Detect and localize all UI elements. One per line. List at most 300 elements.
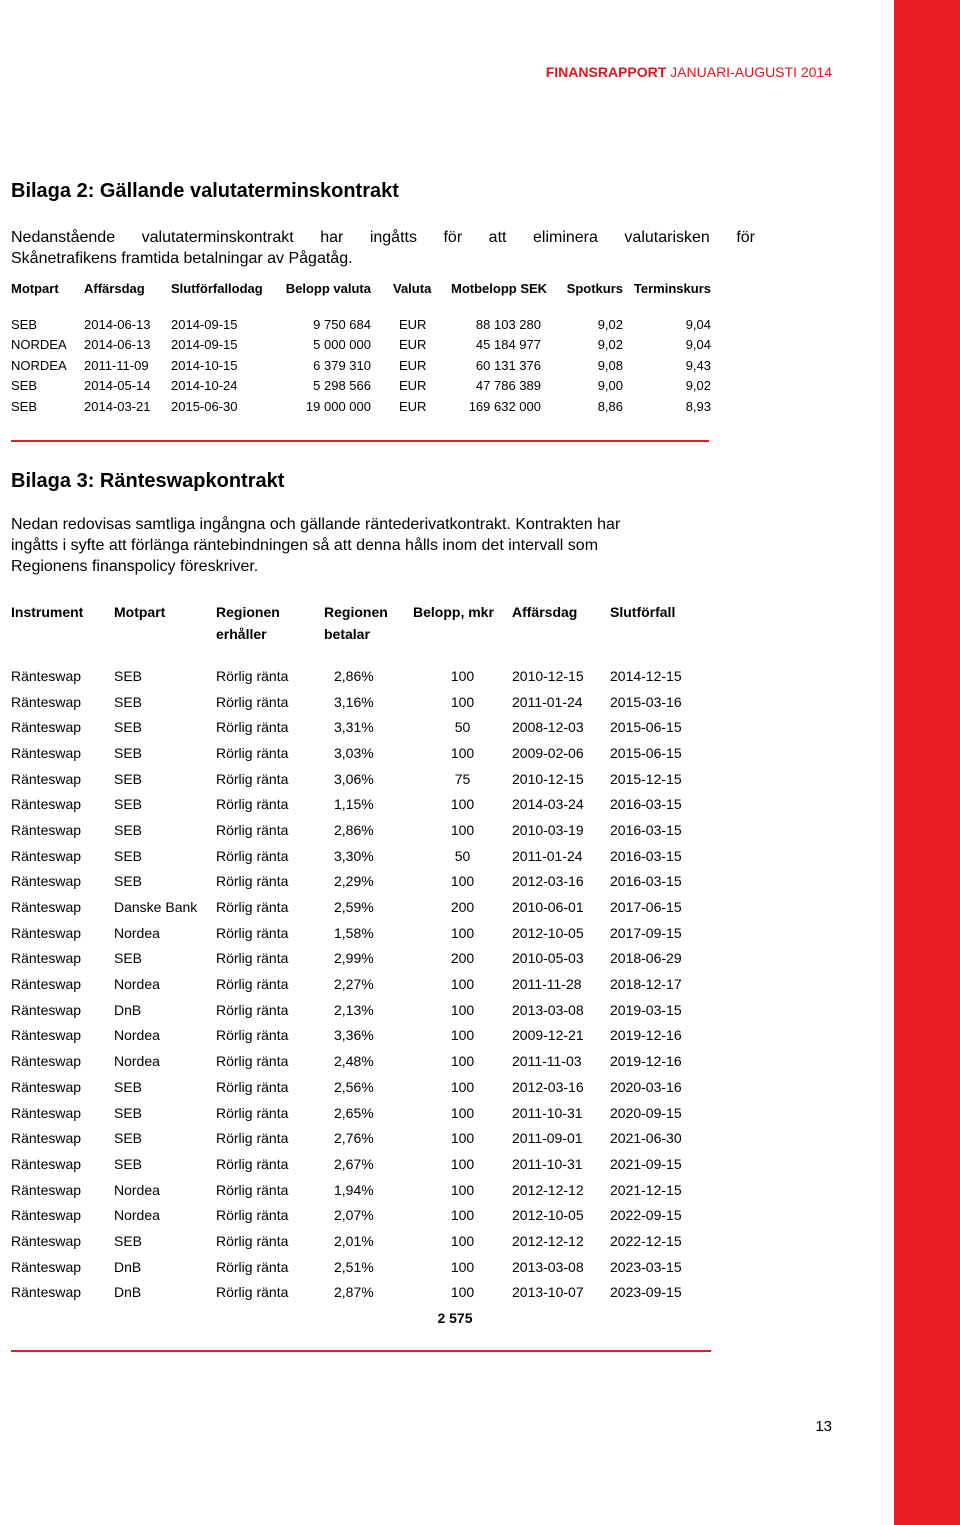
column-header-line: betalar [324,626,370,642]
table-cell: DnB [114,1001,142,1018]
table-cell: Ränteswap [11,1207,82,1224]
table-cell: Nordea [114,1053,160,1070]
table-cell: 100 [450,976,475,993]
table-cell: 6 379 310 [313,357,371,373]
table-cell: Rörlig ränta [216,1130,289,1147]
table-cell: 2017-06-15 [610,899,682,916]
column-header [11,601,114,647]
table-cell: 2,27% [334,976,374,993]
table-row [11,971,701,997]
table-row [11,1125,701,1151]
table-row [11,843,701,869]
table-cell: 2011-11-09 [84,357,149,373]
table-cell: 2008-12-03 [512,719,584,736]
intro-word: ingåtts [369,229,417,246]
table-cell: Rörlig ränta [216,796,289,813]
table-cell: EUR [399,316,427,332]
page-number: 13 [815,1418,832,1435]
table-cell: 2019-03-15 [610,1001,682,1018]
forward-contracts-table [11,278,711,417]
bilaga3-intro [11,514,620,577]
report-header [0,64,832,80]
table-cell: Rörlig ränta [216,924,289,941]
table-cell: 2012-12-12 [512,1181,584,1198]
column-header-line: Motpart [114,604,166,620]
table-cell: 100 [450,1130,475,1147]
column-header-line: Affärsdag [512,604,578,620]
table-cell: Danske Bank [114,899,198,916]
table-cell: Ränteswap [11,1078,82,1095]
table-cell: 100 [450,873,475,890]
table-cell: SEB [114,847,143,864]
table-cell: 2,07% [334,1207,374,1224]
intro-word: att [488,229,507,246]
table-cell: Ränteswap [11,693,82,710]
table-cell: Rörlig ränta [216,1155,289,1172]
table-cell: 2012-10-05 [512,1207,584,1224]
table-row [11,1254,701,1280]
table-cell: 2,67% [334,1155,374,1172]
column-header [216,601,324,647]
table-cell: 75 [454,770,471,787]
table-cell: 2014-06-13 [84,316,151,332]
table-cell: Ränteswap [11,1104,82,1121]
table-cell: 2021-12-15 [610,1181,682,1198]
section-divider [11,440,709,442]
table-cell: 2009-02-06 [512,744,584,761]
table-cell: 100 [450,1078,475,1095]
bilaga2-intro-line2: Skånetrafikens framtida betalningar av Pågatåg. [11,250,353,267]
table-cell: Rörlig ränta [216,1284,289,1301]
table-cell: 3,36% [334,1027,374,1044]
intro-word: för [736,229,755,246]
table-cell: Ränteswap [11,873,82,890]
table-cell: 3,16% [334,693,374,710]
table-cell: Nordea [114,1207,160,1224]
column-header: Valuta [393,280,432,296]
table-cell: 100 [450,1155,475,1172]
bilaga2-intro-line1 [11,227,755,248]
table-row [11,689,701,715]
table-cell: Ränteswap [11,1258,82,1275]
table-cell: Ränteswap [11,719,82,736]
table-cell: 2020-09-15 [610,1104,682,1121]
table-row [11,791,701,817]
forward-contracts-header-row [11,278,711,298]
table-cell: SEB [114,693,143,710]
table-cell: 2023-09-15 [610,1284,682,1301]
table-cell: SEB [114,873,143,890]
table-cell: EUR [399,337,427,353]
table-cell: 1,58% [334,924,374,941]
column-header: Slutförfallodag [171,280,263,296]
table-cell: 169 632 000 [468,398,541,414]
table-cell: SEB [114,1155,143,1172]
table-cell: 9,02 [685,378,711,394]
table-cell: Ränteswap [11,847,82,864]
table-cell: Rörlig ränta [216,1027,289,1044]
table-row [11,894,701,920]
table-cell: Ränteswap [11,1181,82,1198]
table-cell: 100 [450,1207,475,1224]
table-cell: 2011-01-24 [512,693,583,710]
table-cell: 2010-03-19 [512,821,584,838]
table-cell: 2,56% [334,1078,374,1095]
table-cell: 9,02 [597,316,623,332]
table-cell: 2016-03-15 [610,821,682,838]
report-name: FINANSRAPPORT [545,64,667,80]
table-cell: Ränteswap [11,899,82,916]
table-cell: 2017-09-15 [610,924,682,941]
table-cell: SEB [114,950,143,967]
table-cell: 2019-12-16 [610,1053,682,1070]
table-cell: 2014-03-21 [84,398,151,414]
column-header: Motpart [11,280,59,296]
table-cell: 2011-11-28 [512,976,582,993]
table-cell: 2012-03-16 [512,1078,584,1095]
table-cell: 9,04 [685,316,711,332]
table-cell: DnB [114,1284,142,1301]
table-cell: Ränteswap [11,1027,82,1044]
table-cell: 100 [450,693,475,710]
table-cell: Rörlig ränta [216,873,289,890]
table-row [11,663,701,689]
table-cell: Rörlig ränta [216,976,289,993]
table-cell: 2016-03-15 [610,873,682,890]
table-cell: 2010-06-01 [512,899,584,916]
table-cell: 100 [450,924,475,941]
table-cell: 100 [450,1053,475,1070]
table-cell: Ränteswap [11,667,82,684]
table-cell: Ränteswap [11,821,82,838]
table-cell: 2015-06-15 [610,719,682,736]
table-cell: 3,31% [334,719,374,736]
table-cell: 9 750 684 [313,316,371,332]
table-cell: SEB [11,398,38,414]
intro-line: Regionens finanspolicy föreskriver. [11,558,259,575]
table-cell: 1,94% [334,1181,374,1198]
spacer-row [11,647,701,663]
table-cell: 2,01% [334,1232,374,1249]
table-cell: Ränteswap [11,976,82,993]
table-cell: 100 [450,1284,475,1301]
table-cell: 2014-03-24 [512,796,584,813]
table-cell: EUR [399,398,427,414]
table-cell: 2012-10-05 [512,924,584,941]
table-row [11,396,711,417]
table-cell: 9,04 [685,337,711,353]
intro-word: har [320,229,344,246]
table-cell: 8,93 [685,398,711,414]
table-cell: Rörlig ränta [216,1053,289,1070]
table-cell: 100 [450,1232,475,1249]
table-cell: Ränteswap [11,1001,82,1018]
table-cell: Nordea [114,1027,160,1044]
column-header [413,601,512,647]
table-cell: 2,86% [334,667,374,684]
table-row [11,1177,701,1203]
table-cell: DnB [114,1258,142,1275]
table-cell: SEB [114,1078,143,1095]
swap-contracts-header-row [11,601,701,647]
table-cell: SEB [11,378,38,394]
table-cell: NORDEA [11,357,67,373]
table-cell: SEB [114,719,143,736]
table-cell: Ränteswap [11,1232,82,1249]
table-cell: 9,08 [597,357,623,373]
swap-total-amount: 2 575 [437,1310,473,1326]
table-cell: Rörlig ränta [216,693,289,710]
table-cell: SEB [114,1232,143,1249]
table-row [11,1100,701,1126]
column-header: Affärsdag [84,280,145,296]
table-cell: Rörlig ränta [216,1258,289,1275]
table-cell: 9,00 [597,378,623,394]
bilaga2-intro [11,227,755,269]
table-cell: EUR [399,357,427,373]
table-cell: 2014-10-15 [171,357,238,373]
table-cell: SEB [11,316,38,332]
table-row [11,920,701,946]
table-row [11,1074,701,1100]
intro-word: valutaterminskontrakt [141,229,294,246]
intro-line: ingåtts i syfte att förlänga räntebindningen så att denna hålls inom det intervall som [11,537,599,554]
table-cell: 100 [450,1001,475,1018]
table-cell: 2015-12-15 [610,770,682,787]
table-row [11,766,701,792]
table-cell: 100 [450,744,475,761]
table-cell: 2010-05-03 [512,950,584,967]
table-cell: 2021-06-30 [610,1130,682,1147]
bilaga2-title: Bilaga 2: Gällande valutaterminskontrakt [11,180,399,202]
table-cell: 2,87% [334,1284,374,1301]
table-cell: SEB [114,796,143,813]
table-cell: SEB [114,821,143,838]
table-cell: SEB [114,1130,143,1147]
column-header [610,601,701,647]
table-cell: 2013-03-08 [512,1258,584,1275]
table-cell: 2,99% [334,950,374,967]
table-cell: 19 000 000 [305,398,371,414]
table-row [11,1151,701,1177]
table-cell: 2010-12-15 [512,770,584,787]
table-cell: 2014-10-24 [171,378,238,394]
table-row [11,314,711,335]
table-cell: 2,76% [334,1130,374,1147]
report-period: JANUARI-AUGUSTI 2014 [670,64,832,80]
table-cell: 2012-12-12 [512,1232,584,1249]
table-cell: 3,30% [334,847,374,864]
table-cell: 2011-10-31 [512,1104,583,1121]
table-cell: 50 [454,719,471,736]
table-cell: 2015-03-16 [610,693,682,710]
table-cell: 9,02 [597,337,623,353]
table-cell: 2010-12-15 [512,667,584,684]
swap-contracts-table [11,601,701,1305]
table-cell: Ränteswap [11,1155,82,1172]
column-header [512,601,610,647]
table-cell: Rörlig ränta [216,1001,289,1018]
table-cell: 2018-12-17 [610,976,682,993]
table-cell: Ränteswap [11,1130,82,1147]
table-row [11,817,701,843]
table-cell: 50 [454,847,471,864]
column-header-line: Instrument [11,604,84,620]
table-cell: 2013-10-07 [512,1284,584,1301]
table-row [11,1280,701,1306]
intro-word: för [443,229,463,246]
table-cell: Nordea [114,976,160,993]
table-cell: Rörlig ränta [216,1104,289,1121]
intro-word: valutarisken [624,229,710,246]
table-cell: 9,43 [685,357,711,373]
table-cell: 2016-03-15 [610,796,682,813]
table-cell: 5 000 000 [313,337,371,353]
table-cell: Ränteswap [11,1284,82,1301]
table-cell: 2018-06-29 [610,950,682,967]
table-cell: 2022-09-15 [610,1207,682,1224]
table-cell: Rörlig ränta [216,1078,289,1095]
column-header-line: Regionen [324,604,388,620]
table-cell: Rörlig ränta [216,719,289,736]
table-cell: SEB [114,770,143,787]
table-row [11,1202,701,1228]
table-cell: Rörlig ränta [216,1207,289,1224]
table-cell: Rörlig ränta [216,899,289,916]
intro-line: Nedan redovisas samtliga ingångna och gällande räntederivatkontrakt. Kontrakten har [11,516,621,533]
table-cell: 2015-06-15 [610,744,682,761]
table-cell: 2023-03-15 [610,1258,682,1275]
table-row [11,376,711,397]
table-cell: 2020-03-16 [610,1078,682,1095]
table-cell: 8,86 [597,398,623,414]
table-cell: 2021-09-15 [610,1155,682,1172]
column-header: Belopp valuta [285,280,371,296]
table-cell: 3,03% [334,744,374,761]
table-cell: Ränteswap [11,1053,82,1070]
table-cell: 2013-03-08 [512,1001,584,1018]
table-cell: Rörlig ränta [216,821,289,838]
table-cell: SEB [114,667,143,684]
table-row [11,946,701,972]
table-cell: Ränteswap [11,950,82,967]
spacer-row [11,298,711,314]
column-header-line: erhåller [216,626,267,642]
table-cell: SEB [114,1104,143,1121]
table-row [11,335,711,356]
table-cell: 200 [450,950,475,967]
table-cell: Rörlig ränta [216,744,289,761]
table-cell: 100 [450,1027,475,1044]
table-cell: 2015-06-30 [171,398,238,414]
table-cell: Nordea [114,924,160,941]
table-cell: 200 [450,899,475,916]
table-cell: 2014-09-15 [171,316,238,332]
table-cell: Ränteswap [11,770,82,787]
table-row [11,355,711,376]
column-header-line: Belopp, mkr [413,604,494,620]
table-cell: 2012-03-16 [512,873,584,890]
table-cell: 47 786 389 [475,378,541,394]
table-cell: 2014-06-13 [84,337,151,353]
table-cell: Ränteswap [11,796,82,813]
table-cell: 100 [450,1104,475,1121]
column-header: Spotkurs [566,280,623,296]
column-header [324,601,413,647]
table-cell: 100 [450,796,475,813]
table-cell: 2014-12-15 [610,667,682,684]
page-side-bar [894,0,960,1525]
table-row [11,740,701,766]
table-cell: 45 184 977 [475,337,541,353]
column-header [114,601,216,647]
table-cell: Rörlig ränta [216,667,289,684]
table-cell: 2014-05-14 [84,378,151,394]
bilaga3-title: Bilaga 3: Ränteswapkontrakt [11,470,285,492]
intro-word: eliminera [532,229,598,246]
section-divider-bottom [11,1350,711,1352]
table-cell: 2011-10-31 [512,1155,583,1172]
table-cell: 60 131 376 [475,357,541,373]
table-cell: 2016-03-15 [610,847,682,864]
table-row [11,1048,701,1074]
table-cell: Ränteswap [11,924,82,941]
table-cell: 88 103 280 [475,316,541,332]
table-cell: 100 [450,667,475,684]
table-cell: 2,86% [334,821,374,838]
table-cell: 2011-01-24 [512,847,583,864]
table-cell: 2009-12-21 [512,1027,584,1044]
column-header: Terminskurs [633,280,711,296]
table-cell: 5 298 566 [313,378,371,394]
table-row [11,869,701,895]
table-cell: 2019-12-16 [610,1027,682,1044]
table-cell: 2,51% [334,1258,374,1275]
table-cell: 1,15% [334,796,374,813]
table-cell: Rörlig ränta [216,770,289,787]
table-cell: SEB [114,744,143,761]
table-cell: 100 [450,1258,475,1275]
table-cell: 100 [450,1181,475,1198]
table-row [11,1023,701,1049]
table-cell: EUR [399,378,427,394]
table-cell: 2011-09-01 [512,1130,583,1147]
table-cell: 2014-09-15 [171,337,238,353]
table-cell: 100 [450,821,475,838]
table-row [11,714,701,740]
table-cell: 2022-12-15 [610,1232,682,1249]
table-row [11,997,701,1023]
table-cell: 2,29% [334,873,374,890]
table-cell: 2,65% [334,1104,374,1121]
table-cell: 3,06% [334,770,374,787]
column-header-line: Regionen [216,604,280,620]
table-cell: 2011-11-03 [512,1053,582,1070]
table-row [11,1228,701,1254]
table-cell: 2,13% [334,1001,374,1018]
table-cell: Rörlig ränta [216,950,289,967]
table-cell: NORDEA [11,337,67,353]
intro-word: Nedanstående [11,229,116,246]
column-header: Motbelopp SEK [451,280,548,296]
table-cell: 2,48% [334,1053,374,1070]
table-cell: Ränteswap [11,744,82,761]
table-cell: Rörlig ränta [216,1232,289,1249]
table-cell: Rörlig ränta [216,1181,289,1198]
table-cell: Rörlig ränta [216,847,289,864]
column-header-line: Slutförfall [610,604,676,620]
table-cell: 2,59% [334,899,374,916]
